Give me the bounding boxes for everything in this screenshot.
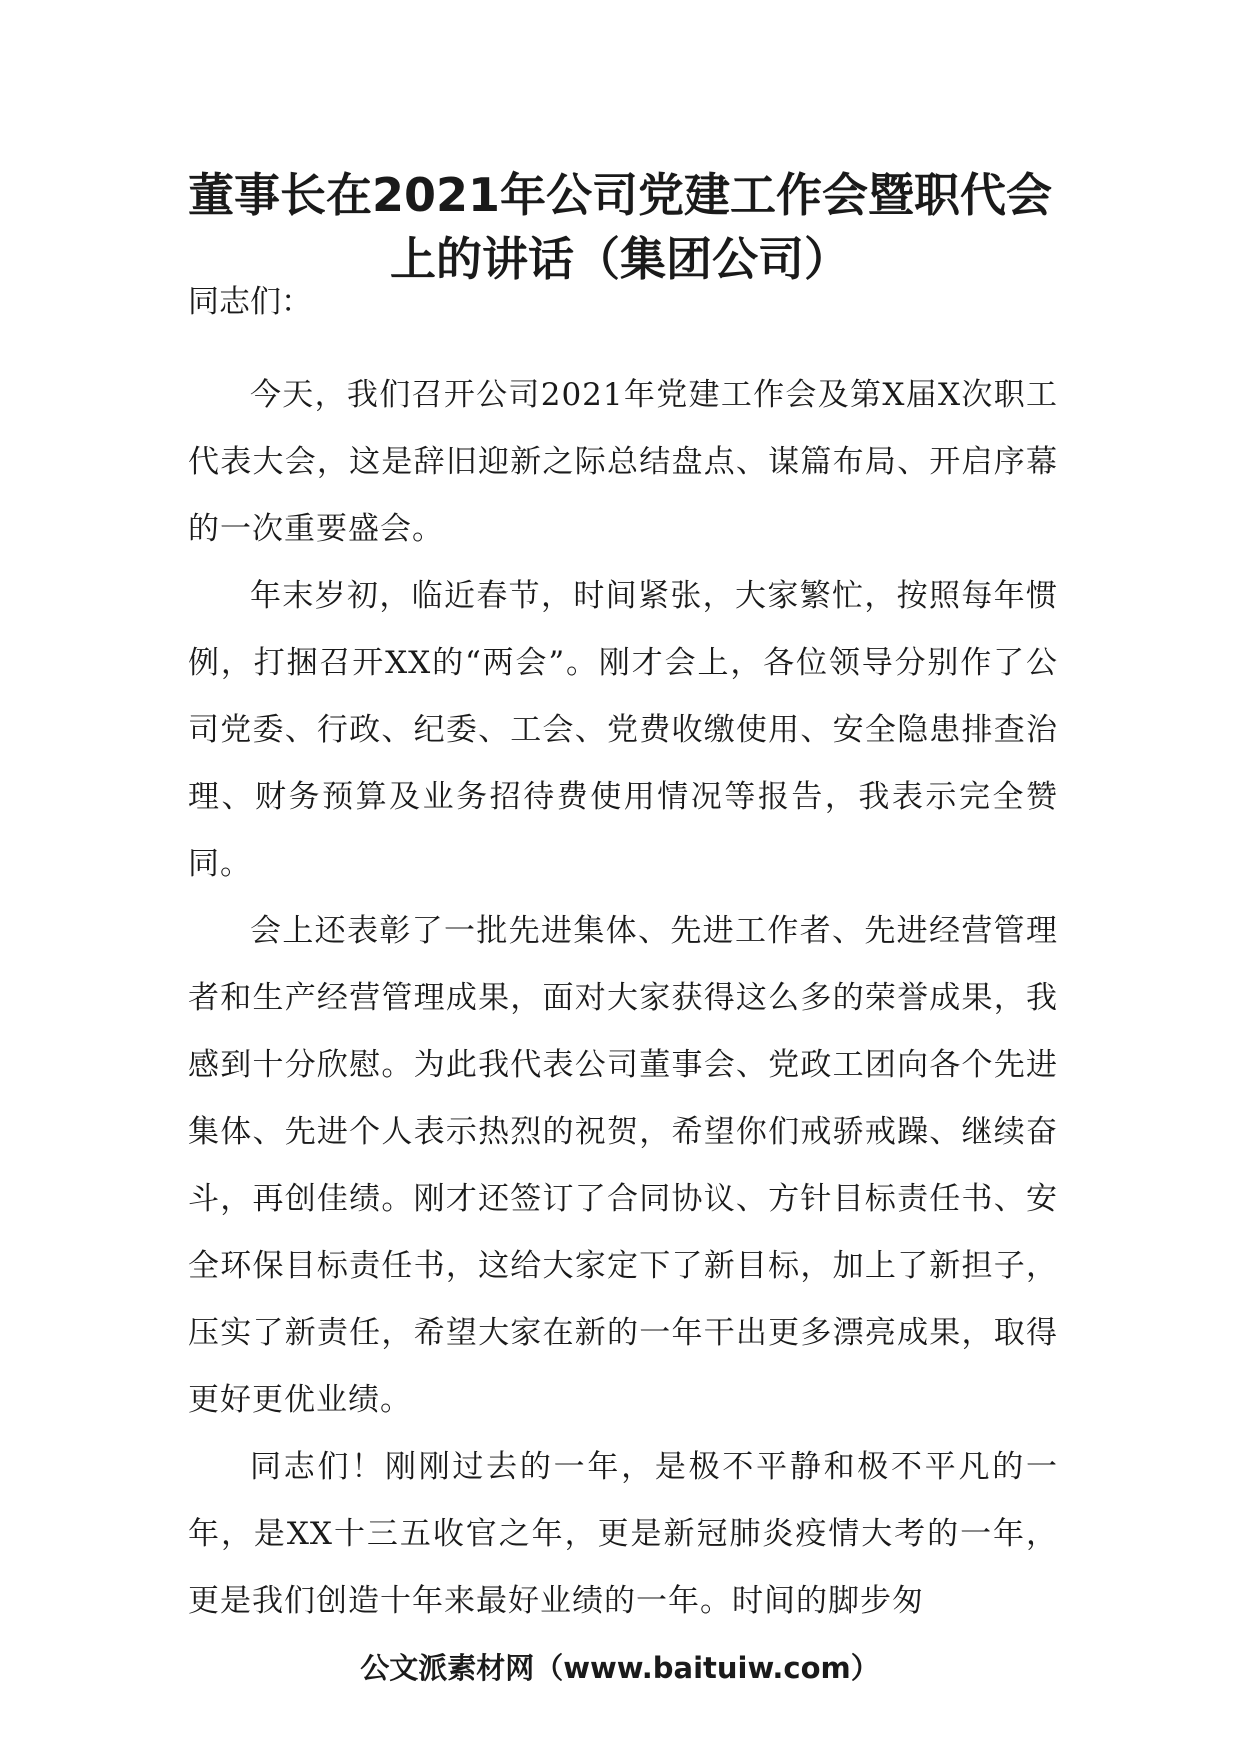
paragraph-4: 同志们！刚刚过去的一年，是极不平静和极不平凡的一年，是XX十三五收官之年，更是新冠肺炎疫情大考的一年，更是我们创造十年来最好业绩的一年。时间的脚步匆 bbox=[188, 1449, 1058, 1619]
salutation: 同志们： bbox=[188, 284, 312, 320]
paragraph-1: 今天，我们召开公司2021年党建工作会及第X届X次职工代表大会，这是辞旧迎新之际总结盘点、谋篇布局、开启序幕的一次重要盛会。 bbox=[188, 377, 1058, 547]
document-title-line-1: 董事长在2021年公司党建工作会暨职代会 bbox=[187, 168, 1053, 222]
paragraph-3: 会上还表彰了一批先进集体、先进工作者、先进经营管理者和生产经营管理成果，面对大家获得这么多的荣誉成果，我感到十分欣慰。为此我代表公司董事会、党政工团向各个先进集体、先进个人表示热烈的祝贺，希望你们戒骄戒躁、继续奋斗，再创佳绩。刚才还签订了合同协议、方针目标责任书、安全环保目标责任书，这给大家定下了新目标，加上了新担子，压实了新责任，希望大家在新的一年干出更多漂亮成果，取得更好更优业绩。 bbox=[188, 913, 1058, 1418]
paragraph-2: 年末岁初，临近春节，时间紧张，大家繁忙，按照每年惯例，打捆召开XX的“两会”。刚才会上，各位领导分别作了公司党委、行政、纪委、工会、党费收缴使用、安全隐患排查治理、财务预算及业务招待费使用情况等报告，我表示完全赞同。 bbox=[188, 578, 1058, 882]
footer-source: 公文派素材网（www.baituiw.com） bbox=[360, 1651, 880, 1685]
document-title-line-2: 上的讲话（集团公司） bbox=[390, 232, 850, 286]
